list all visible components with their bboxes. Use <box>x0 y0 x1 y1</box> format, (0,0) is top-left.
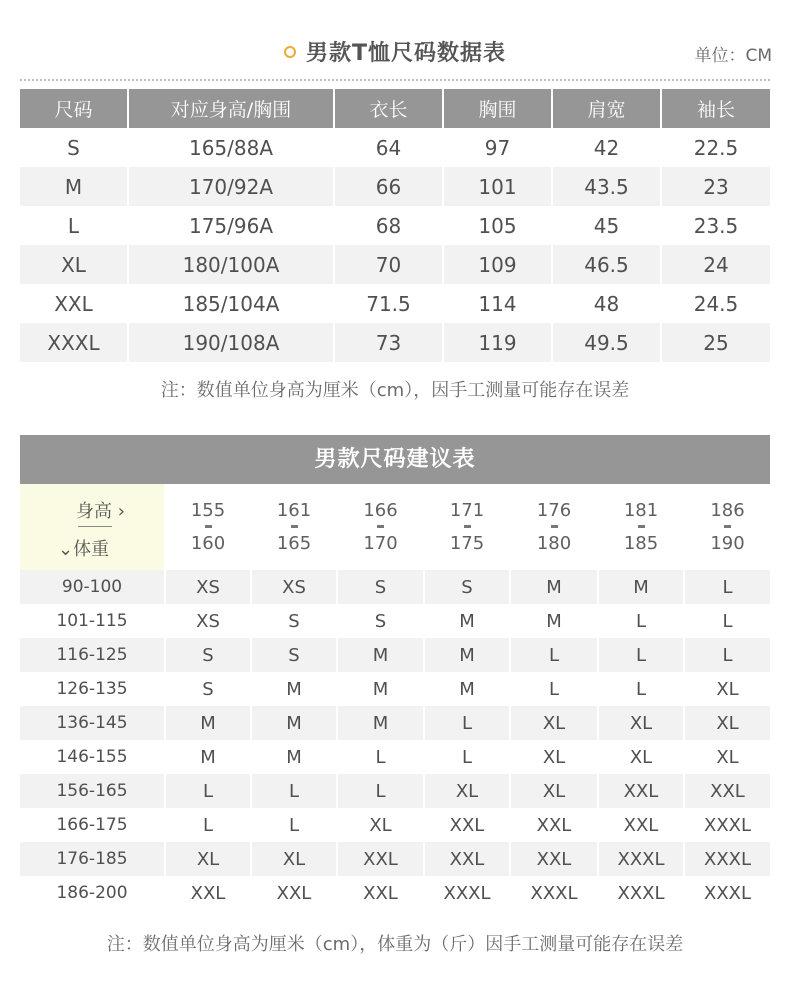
size-cell: M <box>337 706 424 740</box>
size-cell: M <box>424 672 510 706</box>
size-cell: XXL <box>337 876 424 910</box>
table-cell: S <box>67 135 80 160</box>
size-cell: S <box>337 604 424 638</box>
size-cell: XL <box>165 842 251 876</box>
size-cell: XL <box>510 740 598 774</box>
range-dash <box>464 525 471 528</box>
table-row <box>20 876 770 910</box>
height-range-cell <box>165 484 251 570</box>
size-cell: L <box>251 774 337 808</box>
size-cell: M <box>165 706 251 740</box>
height-header-row <box>20 484 770 570</box>
size-cell: M <box>251 672 337 706</box>
size-cell: XL <box>510 706 598 740</box>
size-cell: XL <box>598 740 684 774</box>
table-row <box>20 245 770 284</box>
size-cell: L <box>165 774 251 808</box>
table-cell: 71.5 <box>334 284 443 323</box>
size-cell: L <box>251 808 337 842</box>
range-dash <box>291 525 298 528</box>
range-dash <box>205 525 212 528</box>
size-cell: S <box>165 672 251 706</box>
size-table-note: 注：数值单位身高为厘米（cm），因手工测量可能存在误差 <box>160 380 630 401</box>
table-cell: 170/92A <box>128 167 334 206</box>
size-cell: S <box>165 638 251 672</box>
weight-range-cell: 176-185 <box>20 842 165 876</box>
corner-cell <box>20 484 165 570</box>
size-cell: XXXL <box>684 808 770 842</box>
table-row <box>20 672 770 706</box>
size-cell: L <box>337 740 424 774</box>
size-cell: L <box>684 570 770 604</box>
size-cell: M <box>337 672 424 706</box>
size-cell: L <box>684 604 770 638</box>
range-dash <box>377 525 384 528</box>
height-range-end: 165 <box>276 533 312 554</box>
column-header: 对应身高/胸围 <box>128 89 334 128</box>
size-cell: XXXL <box>598 842 684 876</box>
table-cell: 97 <box>443 128 552 167</box>
table-cell: 23.5 <box>661 206 770 245</box>
table-cell: 165/88A <box>128 128 334 167</box>
table-cell: 70 <box>334 245 443 284</box>
column-header: 胸围 <box>443 89 552 128</box>
size-cell: L <box>598 638 684 672</box>
table-row <box>20 323 770 362</box>
size-cell: S <box>424 570 510 604</box>
size-cell: M <box>510 570 598 604</box>
table-cell: XXXL <box>20 323 128 362</box>
weight-range-cell: 126-135 <box>56 679 128 699</box>
size-cell: XS <box>251 570 337 604</box>
table-cell: 101 <box>443 167 552 206</box>
table-cell: 49.5 <box>552 323 661 362</box>
table-row <box>20 167 770 206</box>
size-cell: XXL <box>337 842 424 876</box>
height-range-cell <box>598 484 684 570</box>
table-cell: 43.5 <box>552 167 661 206</box>
table-cell: XL <box>20 245 128 284</box>
height-range-cell <box>684 484 770 570</box>
size-cell: XL <box>337 808 424 842</box>
table-cell: 114 <box>443 284 552 323</box>
size-cell: XXL <box>424 808 510 842</box>
height-range-cell <box>337 484 424 570</box>
size-cell: L <box>510 672 598 706</box>
unit-label: 单位：CM <box>694 46 772 66</box>
table-row <box>20 284 770 323</box>
size-cell: XXXL <box>424 876 510 910</box>
height-range-end: 185 <box>623 533 659 554</box>
size-cell: XXL <box>510 842 598 876</box>
table-row <box>20 604 770 638</box>
size-cell: L <box>337 774 424 808</box>
size-cell: M <box>424 604 510 638</box>
table-row <box>20 706 770 740</box>
size-cell: XS <box>165 570 251 604</box>
weight-range-cell: 186-200 <box>56 883 128 903</box>
circle-bullet-icon <box>284 46 296 58</box>
size-cell: XL <box>598 706 684 740</box>
size-cell: L <box>510 638 598 672</box>
height-range-start: 166 <box>363 500 398 521</box>
table-cell: 46.5 <box>552 245 661 284</box>
height-range-start: 161 <box>276 500 312 521</box>
table-cell: 68 <box>334 206 443 245</box>
page-header <box>0 0 790 80</box>
height-range-start: 176 <box>536 500 572 521</box>
weight-range-cell: 90-100 <box>20 570 165 604</box>
height-range-start: 181 <box>623 500 659 521</box>
size-data-table <box>20 89 770 362</box>
page-title: 男款T恤尺码数据表 <box>305 41 506 66</box>
size-cell: M <box>337 638 424 672</box>
weight-range-cell: 101-115 <box>56 611 128 631</box>
size-cell: M <box>251 740 337 774</box>
size-recommend-table <box>20 484 770 910</box>
table-cell: 119 <box>443 323 552 362</box>
range-dash <box>724 525 731 528</box>
height-range-end: 170 <box>363 533 398 554</box>
table-cell: 66 <box>334 167 443 206</box>
weight-range-cell: 156-165 <box>20 774 165 808</box>
height-range-end: 160 <box>190 533 226 554</box>
size-cell: L <box>424 706 510 740</box>
size-cell: XS <box>165 604 251 638</box>
table-cell: 175/96A <box>128 206 334 245</box>
table-header-row <box>20 89 770 128</box>
table-row <box>20 774 770 808</box>
table-row <box>20 638 770 672</box>
size-cell: XXL <box>598 774 684 808</box>
height-range-end: 180 <box>536 533 572 554</box>
corner-divider <box>78 526 112 527</box>
table-cell: 180/100A <box>128 245 334 284</box>
size-cell: XXXL <box>598 876 684 910</box>
size-cell: XL <box>510 774 598 808</box>
height-range-start: 171 <box>449 500 485 521</box>
table-cell: 45 <box>552 206 661 245</box>
size-cell: XL <box>251 842 337 876</box>
column-header: 袖长 <box>661 89 770 128</box>
size-cell: S <box>251 604 337 638</box>
table-cell: 25 <box>661 323 770 362</box>
table-cell: M <box>20 167 128 206</box>
height-range-start: 186 <box>710 500 745 521</box>
size-cell: L <box>598 604 684 638</box>
size-cell: M <box>424 638 510 672</box>
size-cell: XL <box>424 774 510 808</box>
weight-range-cell: 166-175 <box>56 815 128 835</box>
table-cell: 109 <box>443 245 552 284</box>
size-cell: M <box>251 706 337 740</box>
range-dash <box>551 525 558 528</box>
size-cell: M <box>165 740 251 774</box>
height-axis-label: 身高 › <box>76 501 125 522</box>
column-header: 衣长 <box>334 89 443 128</box>
size-cell: XXL <box>251 876 337 910</box>
table-row <box>20 842 770 876</box>
size-cell: S <box>337 570 424 604</box>
height-range-start: 155 <box>190 500 226 521</box>
table-cell: 23 <box>661 167 770 206</box>
dotted-divider <box>20 79 770 81</box>
size-cell: XXL <box>598 808 684 842</box>
table-row <box>20 128 770 167</box>
weight-axis-label: ⌄体重 <box>58 539 110 560</box>
size-cell: M <box>598 570 684 604</box>
table-cell: XXL <box>54 291 93 316</box>
table-cell: 185/104A <box>128 284 334 323</box>
table-cell: 73 <box>334 323 443 362</box>
table-cell: 24 <box>661 245 770 284</box>
size-cell: XXL <box>165 876 251 910</box>
table-cell: 190/108A <box>128 323 334 362</box>
table-cell: 42 <box>552 128 661 167</box>
size-cell: L <box>165 808 251 842</box>
size-cell: XL <box>684 706 770 740</box>
weight-range-cell: 146-155 <box>56 747 128 767</box>
recommend-table-title: 男款尺码建议表 <box>20 435 770 484</box>
table-row <box>20 570 770 604</box>
size-cell: M <box>510 604 598 638</box>
size-cell: L <box>424 740 510 774</box>
height-range-cell <box>424 484 510 570</box>
size-cell: S <box>251 638 337 672</box>
size-cell: XXXL <box>684 842 770 876</box>
size-cell: XXL <box>684 774 770 808</box>
weight-range-cell: 136-145 <box>20 706 165 740</box>
range-dash <box>638 525 645 528</box>
size-cell: XXL <box>510 808 598 842</box>
table-cell: 24.5 <box>661 284 770 323</box>
size-cell: XXL <box>424 842 510 876</box>
table-row <box>20 808 770 842</box>
recommend-table-note: 注：数值单位身高为厘米（cm），体重为（斤）因手工测量可能存在误差 <box>106 934 684 955</box>
size-cell: XL <box>684 740 770 774</box>
table-cell: 22.5 <box>661 128 770 167</box>
size-cell: L <box>598 672 684 706</box>
height-range-end: 190 <box>710 533 745 554</box>
weight-range-cell: 116-125 <box>20 638 165 672</box>
table-cell: 48 <box>552 284 661 323</box>
column-header: 肩宽 <box>552 89 661 128</box>
height-range-cell <box>510 484 598 570</box>
table-row <box>20 206 770 245</box>
height-range-end: 175 <box>449 533 485 554</box>
table-row <box>20 740 770 774</box>
table-cell: 105 <box>443 206 552 245</box>
size-cell: XXXL <box>684 876 770 910</box>
column-header: 尺码 <box>20 89 128 128</box>
size-cell: L <box>684 638 770 672</box>
height-range-cell <box>251 484 337 570</box>
table-cell: 64 <box>334 128 443 167</box>
size-cell: XXXL <box>510 876 598 910</box>
table-cell: L <box>67 213 80 238</box>
size-cell: XL <box>684 672 770 706</box>
